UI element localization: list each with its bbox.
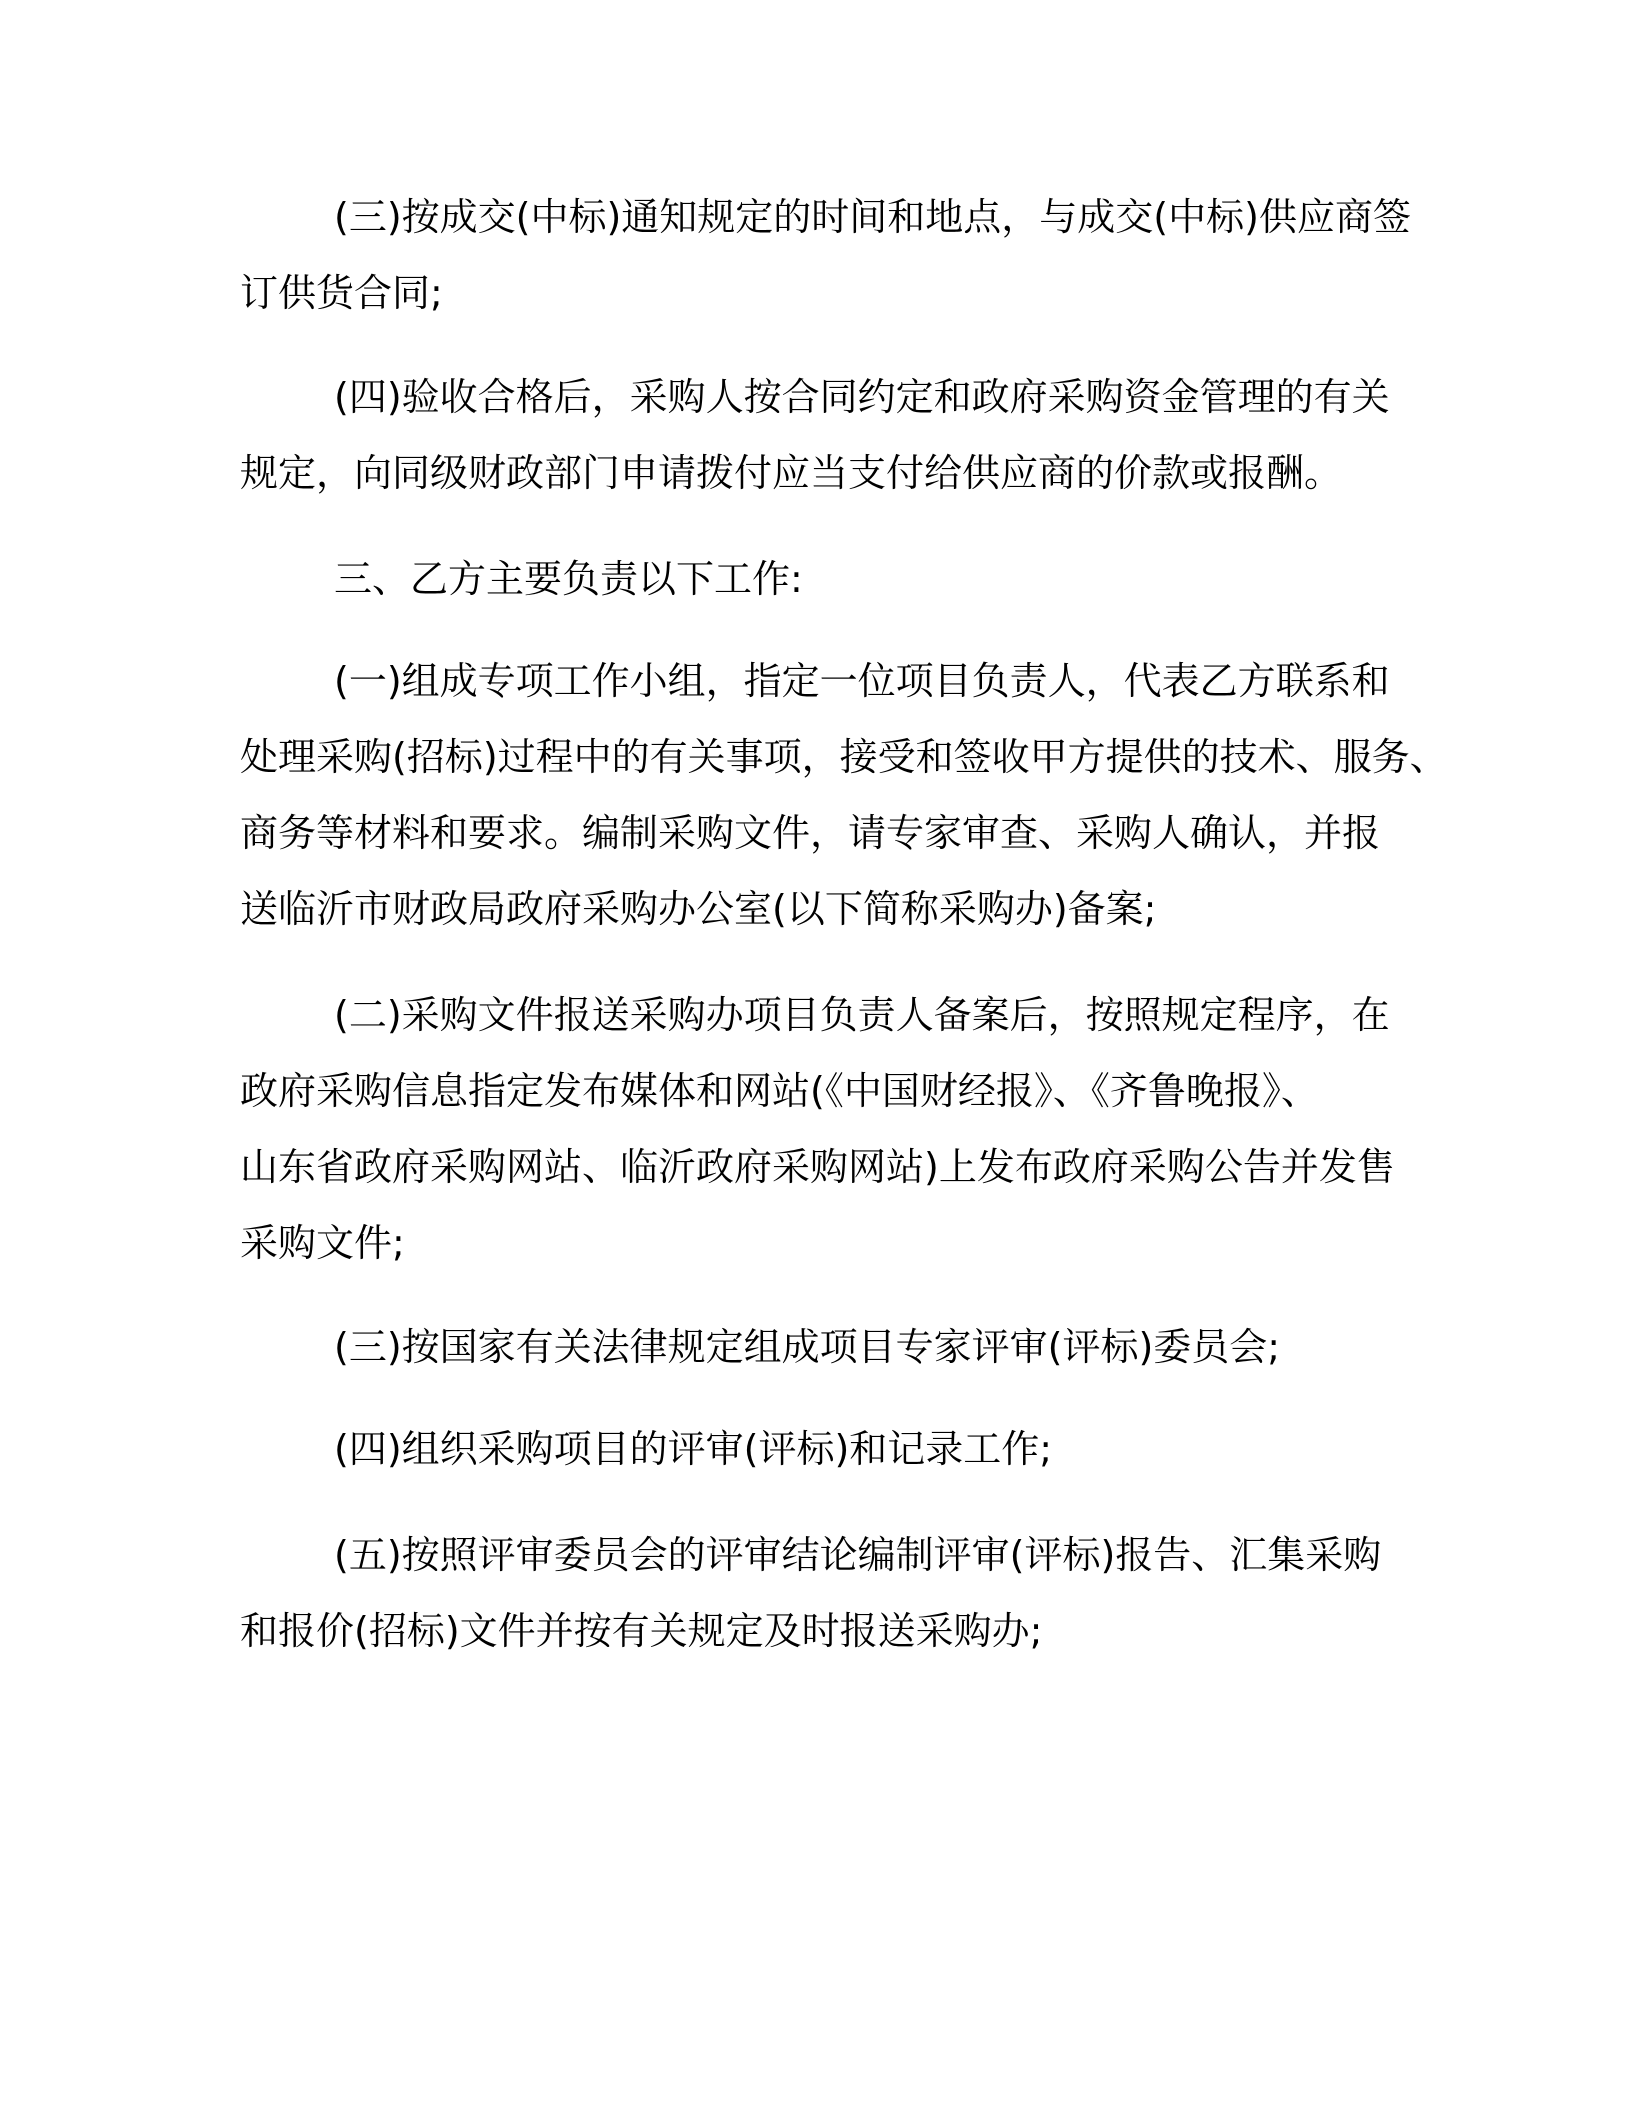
paragraph-3-line-1: 处理采购(招标)过程中的有关事项，接受和签收甲方提供的技术、服务、 (240, 735, 1448, 779)
paragraph-3-line-3: 送临沂市财政局政府采购办公室(以下简称采购办)备案; (240, 887, 1157, 931)
paragraph-1-line-0: (四)验收合格后，采购人按合同约定和政府采购资金管理的有关 (334, 375, 1390, 419)
paragraph-4-line-1: 政府采购信息指定发布媒体和网站(《中国财经报》、《齐鲁晚报》、 (240, 1069, 1319, 1113)
paragraph-3-line-0: (一)组成专项工作小组，指定一位项目负责人，代表乙方联系和 (334, 659, 1390, 703)
paragraph-6-line-0: (四)组织采购项目的评审(评标)和记录工作; (334, 1427, 1053, 1471)
paragraph-3-line-2: 商务等材料和要求。编制采购文件，请专家审查、采购人确认，并报 (240, 811, 1381, 855)
paragraph-4-line-0: (二)采购文件报送采购办项目负责人备案后，按照规定程序，在 (334, 993, 1390, 1037)
paragraph-7-line-1: 和报价(招标)文件并按有关规定及时报送采购办; (240, 1609, 1043, 1653)
section-heading: 三、乙方主要负责以下工作: (334, 557, 803, 601)
paragraph-0-line-0: (三)按成交(中标)通知规定的时间和地点，与成交(中标)供应商签 (334, 195, 1411, 239)
paragraph-4-line-3: 采购文件; (240, 1221, 405, 1265)
paragraph-7-line-0: (五)按照评审委员会的评审结论编制评审(评标)报告、汇集采购 (334, 1533, 1382, 1577)
paragraph-0-line-1: 订供货合同; (240, 271, 443, 315)
paragraph-4-line-2: 山东省政府采购网站、临沂政府采购网站)上发布政府采购公告并发售 (240, 1145, 1395, 1189)
paragraph-1-line-1: 规定，向同级财政部门申请拨付应当支付给供应商的价款或报酬。 (240, 451, 1343, 495)
paragraph-5-line-0: (三)按国家有关法律规定组成项目专家评审(评标)委员会; (334, 1325, 1281, 1369)
